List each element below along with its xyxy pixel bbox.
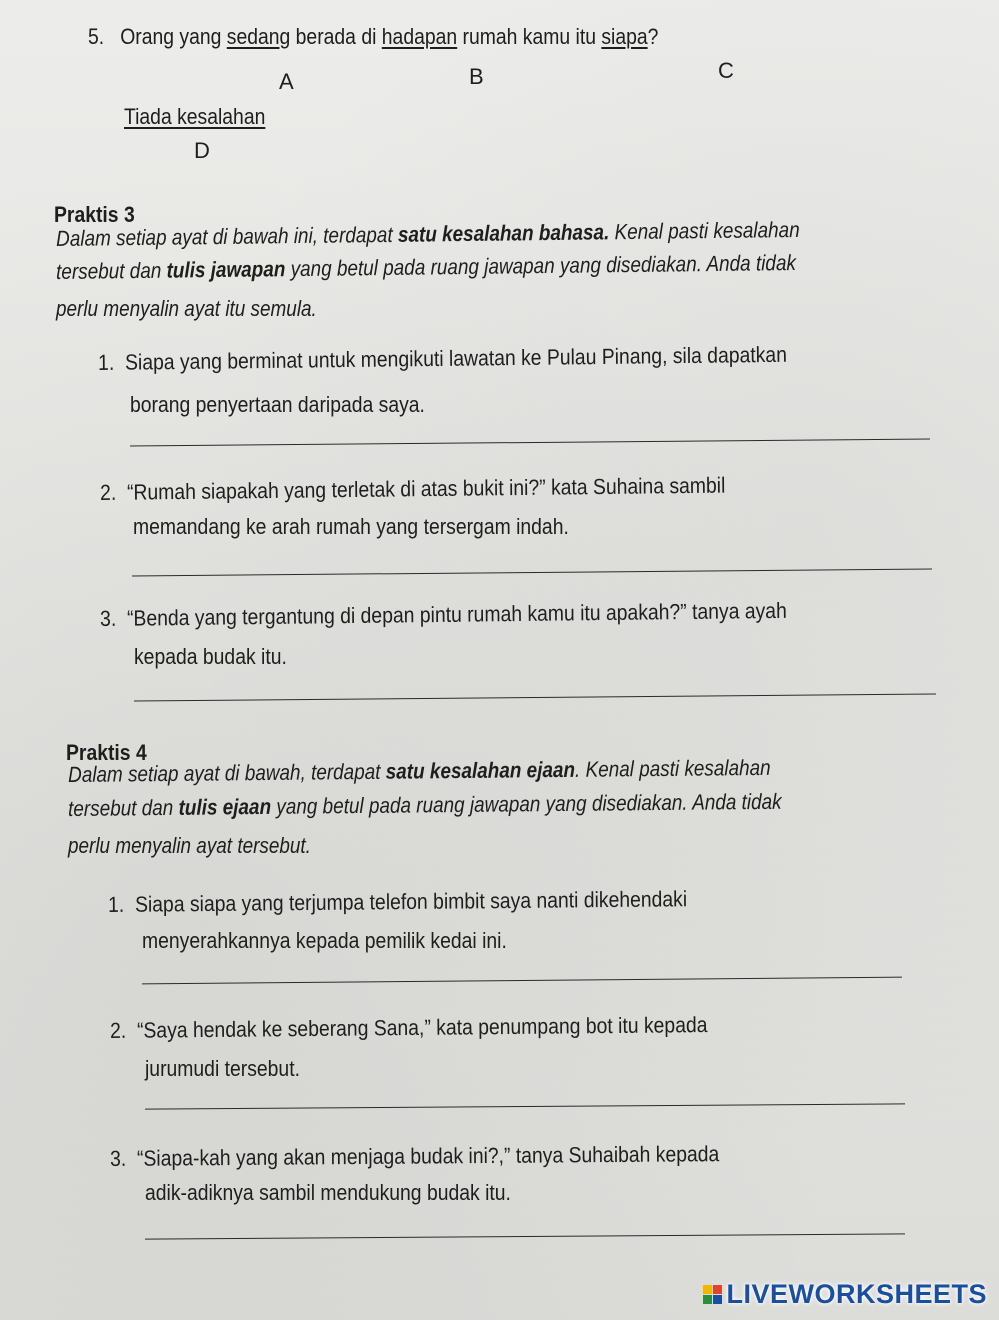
praktis4-instruction-line3: perlu menyalin ayat tersebut. [68, 833, 311, 858]
q5-label-b: B [469, 64, 484, 89]
praktis3-q1-answer-line[interactable] [130, 439, 930, 447]
q5-segment-c: siapa [601, 24, 648, 49]
q5-segment-b: hadapan [381, 24, 458, 49]
praktis3-q2-line1: 2. “Rumah siapakah yang terletak di atas bukit ini?” kata Suhaina sambil [100, 472, 726, 505]
praktis3-q3-answer-line[interactable] [134, 694, 936, 702]
praktis3-q3-line2: kepada budak itu. [134, 644, 287, 669]
praktis4-q3-line1: 3. “Siapa-kah yang akan menjaga budak ini?,” tanya Suhaibah kepada [110, 1141, 720, 1171]
praktis4-instruction-line1: Dalam setiap ayat di bawah, terdapat satu kesalahan ejaan. Kenal pasti kesalahan [68, 754, 771, 787]
q5-label-c: C [718, 58, 734, 83]
q5-segment-d: Tiada kesalahan [124, 104, 266, 129]
q5-segment-a: sedang [226, 24, 291, 49]
q5-number: 5. [88, 24, 105, 49]
praktis4-q2-line2: jurumudi tersebut. [145, 1056, 300, 1081]
praktis4-instruction-line2: tersebut dan tulis ejaan yang betul pada ruang jawapan yang disediakan. Anda tidak [68, 788, 782, 821]
praktis4-q1-line2: menyerahkannya kepada pemilik kedai ini. [142, 928, 507, 953]
praktis4-q2-answer-line[interactable] [145, 1103, 905, 1109]
praktis3-q1-line2: borang penyertaan daripada saya. [130, 392, 425, 417]
q5-label-a: A [279, 69, 294, 94]
praktis3-instruction-line3: perlu menyalin ayat itu semula. [56, 296, 317, 321]
praktis4-q1-line1: 1. Siapa siapa yang terjumpa telefon bimbit saya nanti dikehendaki [108, 886, 688, 917]
praktis3-q1-line1: 1. Siapa yang berminat untuk mengikuti lawatan ke Pulau Pinang, sila dapatkan [98, 341, 788, 375]
praktis3-q2-answer-line[interactable] [132, 569, 932, 577]
liveworksheets-logo-icon [703, 1285, 722, 1304]
q5-sentence: 5. Orang yang sedang berada di hadapan rumah kamu itu siapa? [88, 24, 659, 49]
praktis4-title: Praktis 4 [66, 740, 147, 765]
praktis3-title: Praktis 3 [54, 202, 135, 227]
praktis3-q3-line1: 3. “Benda yang tergantung di depan pintu rumah kamu itu apakah?” tanya ayah [100, 597, 787, 631]
liveworksheets-logo [703, 1279, 987, 1310]
praktis3-instruction-line2: tersebut dan tulis jawapan yang betul pada ruang jawapan yang disediakan. Anda tidak [56, 249, 796, 284]
praktis4-q1-answer-line[interactable] [142, 977, 902, 985]
praktis3-instruction-line1: Dalam setiap ayat di bawah ini, terdapat satu kesalahan bahasa. Kenal pasti kesalahan [56, 216, 800, 251]
praktis4-q2-line1: 2. “Saya hendak ke seberang Sana,” kata penumpang bot itu kepada [110, 1012, 708, 1043]
q5-label-d: D [194, 138, 210, 163]
praktis4-q3-answer-line[interactable] [145, 1233, 905, 1239]
liveworksheets-logo-text: LIVEWORKSHEETS [726, 1279, 987, 1309]
praktis4-q3-line2: adik-adiknya sambil mendukung budak itu. [145, 1180, 511, 1205]
praktis3-q2-line2: memandang ke arah rumah yang tersergam indah. [133, 514, 569, 539]
